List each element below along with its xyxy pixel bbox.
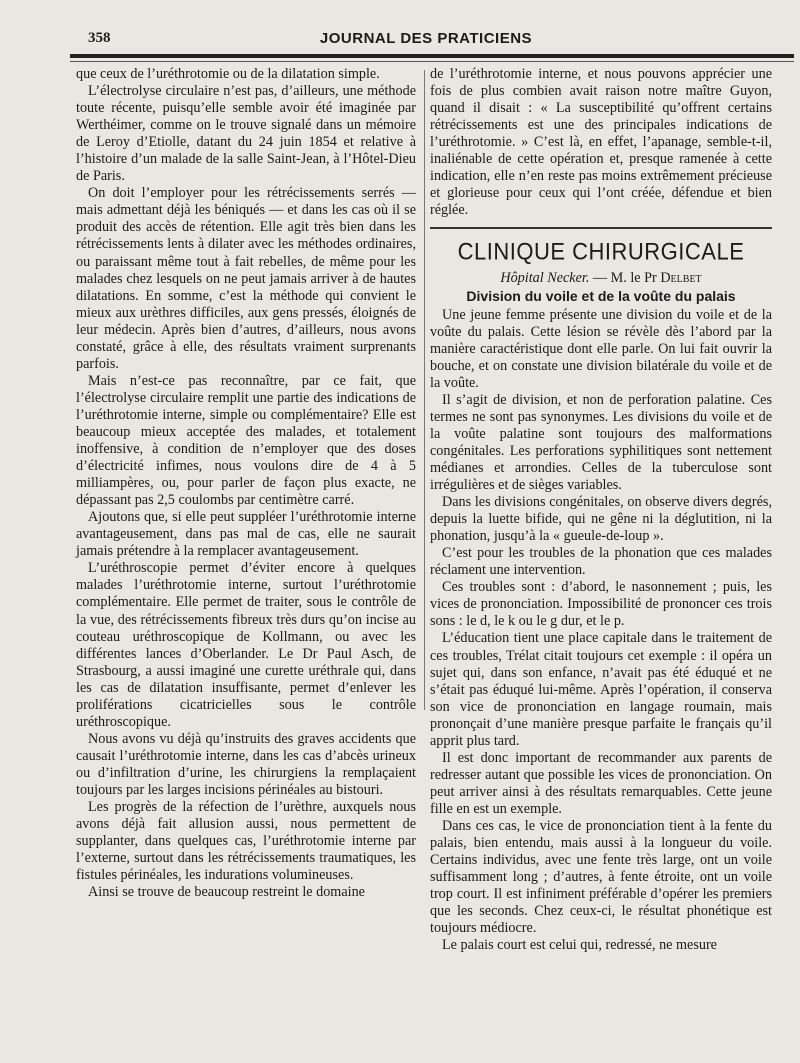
paragraph: Nous avons vu déjà qu’instruits des graves accidents que causait l’uréthrotomie interne, dans les cas d’abcès urineux ou d’infiltration d’urine, les chirurgiens la remplaçaient toujours par les larges incisions périnéales au bistouri. [76, 730, 416, 798]
paragraph: On doit l’employer pour les rétrécissements serrés — mais admettant déjà les béniqués — et dans les cas où il se produit des accès de rétention. Elle agit très bien dans les rétrécissements lents à dilater avec les méthodes ordinaires, ou paraissant même tout à fait rebelles, de même pour les malades chez lesquels on ne peut jamais arriver à de hautes dilatations. En somme, c’est la méthode qui convient le mieux aux urèthres difficiles, aux gens pressés, éloignés de leur médecin. Après bien d’autres, d’ailleurs, nous avons constaté, grâce à elle, des résultats vraiment surprenants parfois. [76, 185, 416, 372]
paragraph: Il s’agit de division, et non de perforation palatine. Ces termes ne sont pas synonymes. Les divisions du voile et de la voûte palatine sont toujours des malformations congénitales. Les perforations syphilitiques sont nettement médianes et arrondies. Celles de la tuberculose sont irrégulières et de sièges variables. [430, 391, 772, 494]
paragraph: Mais n’est-ce pas reconnaître, par ce fait, que l’électrolyse circulaire remplit une partie des indications de l’uréthrotomie interne, simple ou complémentaire? Elle est beaucoup mieux acceptée des malades, et totalement inoffensive, à condition de n’employer que des doses d’électricité infimes, nous voulons dire de 4 à 5 milliampères, ou, pour parler de façon plus exacte, ne dépassant pas 2,5 coulombs par centimètre carré. [76, 372, 416, 509]
paragraph: Il est donc important de recommander aux parents de redresser autant que possible les vices de prononciation. On peut arriver ainsi à des résultats remarquables. Cette jeune fille en est un exemple. [430, 749, 772, 817]
paragraph: Les progrès de la réfection de l’urèthre, auxquels nous avons déjà fait allusion aussi, nous permettent de supplanter, dans quelques cas, l’uréthrotomie interne par l’externe, surtout dans les rétrécissements traumatiques, les fistules périnéales, les indurations volumineuses. [76, 799, 416, 884]
page-header [76, 18, 776, 58]
left-column [76, 66, 416, 901]
header-rule-thin [70, 61, 794, 62]
paragraph: C’est pour les troubles de la phonation que ces malades réclament une intervention. [430, 545, 772, 579]
paragraph: Le palais court est celui qui, redressé, ne mesure [442, 937, 717, 954]
paragraph: Une jeune femme présente une division du voile et de la voûte du palais. Cette lésion se révèle dès l’abord par la manière caractéristique dont elle parle. On lui fait ouvrir la bouche, et on constate une division bilatérale du voile et de la voûte. [430, 306, 772, 391]
paragraph: que ceux de l’uréthrotomie ou de la dilatation simple. [76, 66, 380, 82]
paragraph: L’éducation tient une place capitale dans le traitement de ces troubles, Trélat citait toujours cet exemple : il opéra un sujet qui, dans son enfance, n’avait pas été éduqué et ne s’était pas éduqué lui-même. Après l’opération, il conserva son vice de prononciation en langage roumain, mais prononçait d’une manière presque parfaite le français qu’il apprit plus tard. [430, 630, 772, 749]
paragraph: L’électrolyse circulaire n’est pas, d’ailleurs, une méthode toute récente, puisqu’elle semble avoir été imaginée par Werthéimer, comme on le trouve signalé dans un mémoire de Leroy d’Etiolle, datant du 24 juin 1854 et relative à l’histoire d’un malade de la salle Saint-Jean, à l’Hôtel-Dieu de Paris. [76, 83, 416, 185]
paragraph: Ces troubles sont : d’abord, le nasonnement ; puis, les vices de prononciation. Impossibilité de prononcer ces trois sons : le d, le k ou le g dur, et le p. [430, 579, 772, 630]
paragraph: de l’uréthrotomie interne, et nous pouvons apprécier une fois de plus combien avait raison notre maître Guyon, quand il disait : « La susceptibilité qu’offrent certains rétrécissements est une des principales indications de l’uréthrotomie. » C’est là, en effet, l’apanage, semble-t-il, inaliénable de cette opération et, presque ramenée à cette indication, elle n’en reste pas moins extrêmement précieuse et glorieuse pour ceux qui l’ont créée, défendue et bien réglée. [430, 66, 772, 219]
section-title: CLINIQUE CHIRURGICALE [457, 238, 745, 266]
page-number: 358 [88, 30, 111, 46]
lecture-title: Division du voile et de la voûte du palais [466, 287, 736, 304]
paragraph: Ajoutons que, si elle peut suppléer l’uréthrotomie interne avantageusement, dans pas mal de cas, elle ne saurait jamais prétendre à la remplacer avantageusement. [76, 509, 416, 560]
right-column [430, 66, 772, 954]
paragraph: Dans ces cas, le vice de prononciation tient à la fente du palais, bien entendu, mais aussi à la longueur du voile. Certains individus, avec une fente très large, ont un voile suffisamment long ; d’autres, à fente étroite, ont un voile trop court. Il est infiniment préférable d’opérer les premiers que les seconds. Chez ceux-ci, le résultat phonétique est toujours médiocre. [430, 817, 772, 937]
surgeon-name: Delbet [660, 270, 702, 287]
byline [430, 270, 772, 287]
header-rule-thick [70, 54, 794, 58]
running-title: JOURNAL DES PRATICIENS [319, 30, 533, 47]
byline-prefix: — M. le Pr [589, 270, 661, 287]
paragraph: L’uréthroscopie permet d’éviter encore à quelques malades l’uréthrotomie interne, surtout l’uréthrotomie complémentaire. Elle permet de traiter, sous le contrôle de la vue, des rétrécissements fibreux très durs qu’on incise au couteau uréthroscopique de Kollmann, ou avec les différentes lances d’Oberlander. Le Dr Paul Asch, de Strasbourg, a aussi imaginé une curette uréthrale qui, dans les cas de dilatation insuffisante, permet d’enlever les proliférations cicatricielles sous le contrôle uréthroscopique. [76, 560, 416, 730]
paragraph: Ainsi se trouve de beaucoup restreint le domaine [88, 884, 365, 901]
paragraph: Dans les divisions congénitales, on observe divers degrés, depuis la luette bifide, qui ne gêne ni la déglutition, ni la phonation, jusqu’à la « gueule-de-loup ». [430, 494, 772, 545]
column-divider [424, 70, 425, 710]
section-rule [430, 227, 772, 229]
hospital-name: Hôpital Necker. [500, 270, 590, 287]
